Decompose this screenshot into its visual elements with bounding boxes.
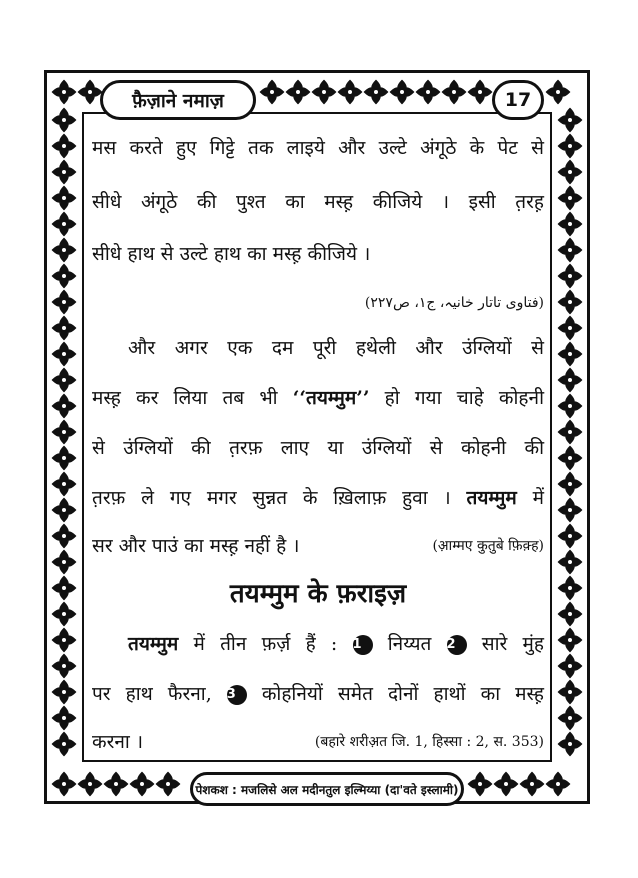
border-ornament: [53, 733, 75, 755]
number-badge-2: 2: [447, 635, 467, 655]
border-ornament: [443, 81, 465, 103]
border-ornament: [53, 681, 75, 703]
border-ornament: [559, 551, 581, 573]
text-line-11: [92, 728, 544, 754]
reference-fiqh: (आ़म्मए कुतुबे फ़िक़्ह): [432, 538, 544, 554]
border-ornament: [53, 343, 75, 365]
border-ornament: [365, 81, 387, 103]
border-ornament: [559, 655, 581, 677]
border-ornament: [559, 603, 581, 625]
border-ornament: [339, 81, 361, 103]
border-ornament: [559, 239, 581, 261]
text-line-10-a: पर हाथ फैरना,: [92, 683, 227, 705]
border-ornament: [547, 81, 569, 103]
border-ornament: [53, 109, 75, 131]
border-ornament: [559, 473, 581, 495]
border-ornament: [559, 499, 581, 521]
border-ornament: [53, 317, 75, 339]
border-ornament: [559, 135, 581, 157]
border-ornament: [53, 773, 75, 795]
border-ornament: [79, 81, 101, 103]
page-number: 17: [504, 89, 532, 111]
border-ornament: [559, 317, 581, 339]
text-line-4: और अगर एक दम पूरी हथेली और उंग्लियों से: [128, 337, 544, 359]
border-ornament: [53, 577, 75, 599]
reference-fatawa-text: (فتاوی تاتار خانیہ، ج۱، ص۲۲۷): [364, 295, 544, 311]
border-ornament: [261, 81, 283, 103]
border-ornament: [53, 369, 75, 391]
border-ornament: [53, 447, 75, 469]
border-ornament: [53, 135, 75, 157]
text-line-7-a: त़रफ़ ले गए मगर सुन्नत के ख़िलाफ़ हुवा ।: [92, 487, 467, 509]
reference-fatawa: [92, 290, 544, 312]
border-ornament: [53, 81, 75, 103]
border-ornament: [53, 239, 75, 261]
text-line-2: सीधे अंगूठे की पुश्त का मस्ह़ कीजिये । इसी त़रह़: [92, 191, 544, 213]
border-ornament: [559, 395, 581, 417]
text-line-11-text: करना ।: [92, 731, 144, 753]
text-line-7: [92, 484, 544, 510]
border-ornament: [559, 525, 581, 547]
border-ornament: [559, 707, 581, 729]
book-title: फ़ैज़ाने नमाज़: [132, 90, 224, 112]
border-ornament: [53, 551, 75, 573]
border-ornament: [559, 629, 581, 651]
text-line-8: [92, 532, 544, 558]
border-ornament: [53, 525, 75, 547]
border-ornament: [559, 161, 581, 183]
border-ornament: [559, 681, 581, 703]
border-ornament: [559, 369, 581, 391]
border-ornament: [495, 773, 517, 795]
publisher-footer-badge: [190, 772, 464, 806]
border-ornament: [521, 773, 543, 795]
border-ornament: [53, 499, 75, 521]
border-ornament: [53, 707, 75, 729]
text-line-5-tayammum: ‘‘तयम्मुम’’: [292, 387, 370, 409]
border-ornament: [53, 421, 75, 443]
number-badge-3: 3: [227, 685, 247, 705]
border-ornament: [559, 733, 581, 755]
text-line-6: से उंग्लियों की त़रफ़ लाए या उंग्लियों से कोहनी की: [92, 437, 544, 459]
border-ornament: [559, 447, 581, 469]
border-ornament: [53, 655, 75, 677]
border-ornament: [559, 213, 581, 235]
border-ornament: [53, 213, 75, 235]
number-badge-1: 1: [353, 635, 373, 655]
border-ornament: [157, 773, 179, 795]
border-ornament: [559, 109, 581, 131]
border-ornament: [559, 421, 581, 443]
text-line-9: [92, 630, 544, 656]
border-ornament: [53, 603, 75, 625]
border-ornament: [53, 629, 75, 651]
text-line-10-b: कोहनियों समेत दोनों हाथों का मस्ह़: [246, 683, 544, 705]
text-line-5-c: हो गया चाहे कोहनी: [369, 387, 544, 409]
border-ornament: [53, 395, 75, 417]
text-line-1: मस करते हुए गिट्टे तक लाइये और उल्टे अंगूठे के पेट से: [92, 137, 544, 159]
text-line-10: [92, 680, 544, 706]
text-line-9-tayammum: तयम्मुम: [128, 633, 179, 655]
reference-bahare-shariat: (बहारे शरीअ़त जि. 1, हिस्सा : 2, स. 353): [314, 734, 544, 750]
border-ornament: [313, 81, 335, 103]
border-ornament: [547, 773, 569, 795]
border-ornament: [417, 81, 439, 103]
text-line-9-b: में तीन फ़र्ज़ हैं :: [178, 633, 353, 655]
border-ornament: [105, 773, 127, 795]
text-line-9-d: सारे मुंह: [466, 633, 544, 655]
border-ornament: [559, 343, 581, 365]
border-ornament: [469, 81, 491, 103]
text-line-5: [92, 384, 544, 410]
border-ornament: [559, 577, 581, 599]
border-ornament: [469, 773, 491, 795]
border-ornament: [79, 773, 101, 795]
text-line-5-a: मस्ह़ कर लिया तब भी: [92, 387, 293, 409]
border-ornament: [559, 265, 581, 287]
border-ornament: [53, 265, 75, 287]
text-line-9-c: निय्यत: [372, 633, 447, 655]
section-heading: तयम्मुम के फ़राइज़: [229, 579, 407, 609]
border-ornament: [559, 187, 581, 209]
border-ornament: [53, 291, 75, 313]
text-line-7-tayammum: तयम्मुम: [466, 487, 517, 509]
border-ornament: [53, 161, 75, 183]
publisher-text: पेशकश : मजलिसे अल मदीनतुल इल्मिय्या (दा'वते इस्लामी): [195, 782, 459, 797]
border-ornament: [559, 291, 581, 313]
text-line-3: सीधे हाथ से उल्टे हाथ का मस्ह़ कीजिये ।: [92, 243, 371, 265]
text-line-7-c: में: [516, 487, 545, 509]
text-line-8-text: सर और पाउं का मस्ह़ नहीं है ।: [92, 535, 300, 557]
page-number-badge: [492, 80, 544, 120]
book-title-badge: [100, 80, 256, 120]
border-ornament: [53, 187, 75, 209]
border-ornament: [131, 773, 153, 795]
border-ornament: [287, 81, 309, 103]
border-ornament: [53, 473, 75, 495]
border-ornament: [391, 81, 413, 103]
